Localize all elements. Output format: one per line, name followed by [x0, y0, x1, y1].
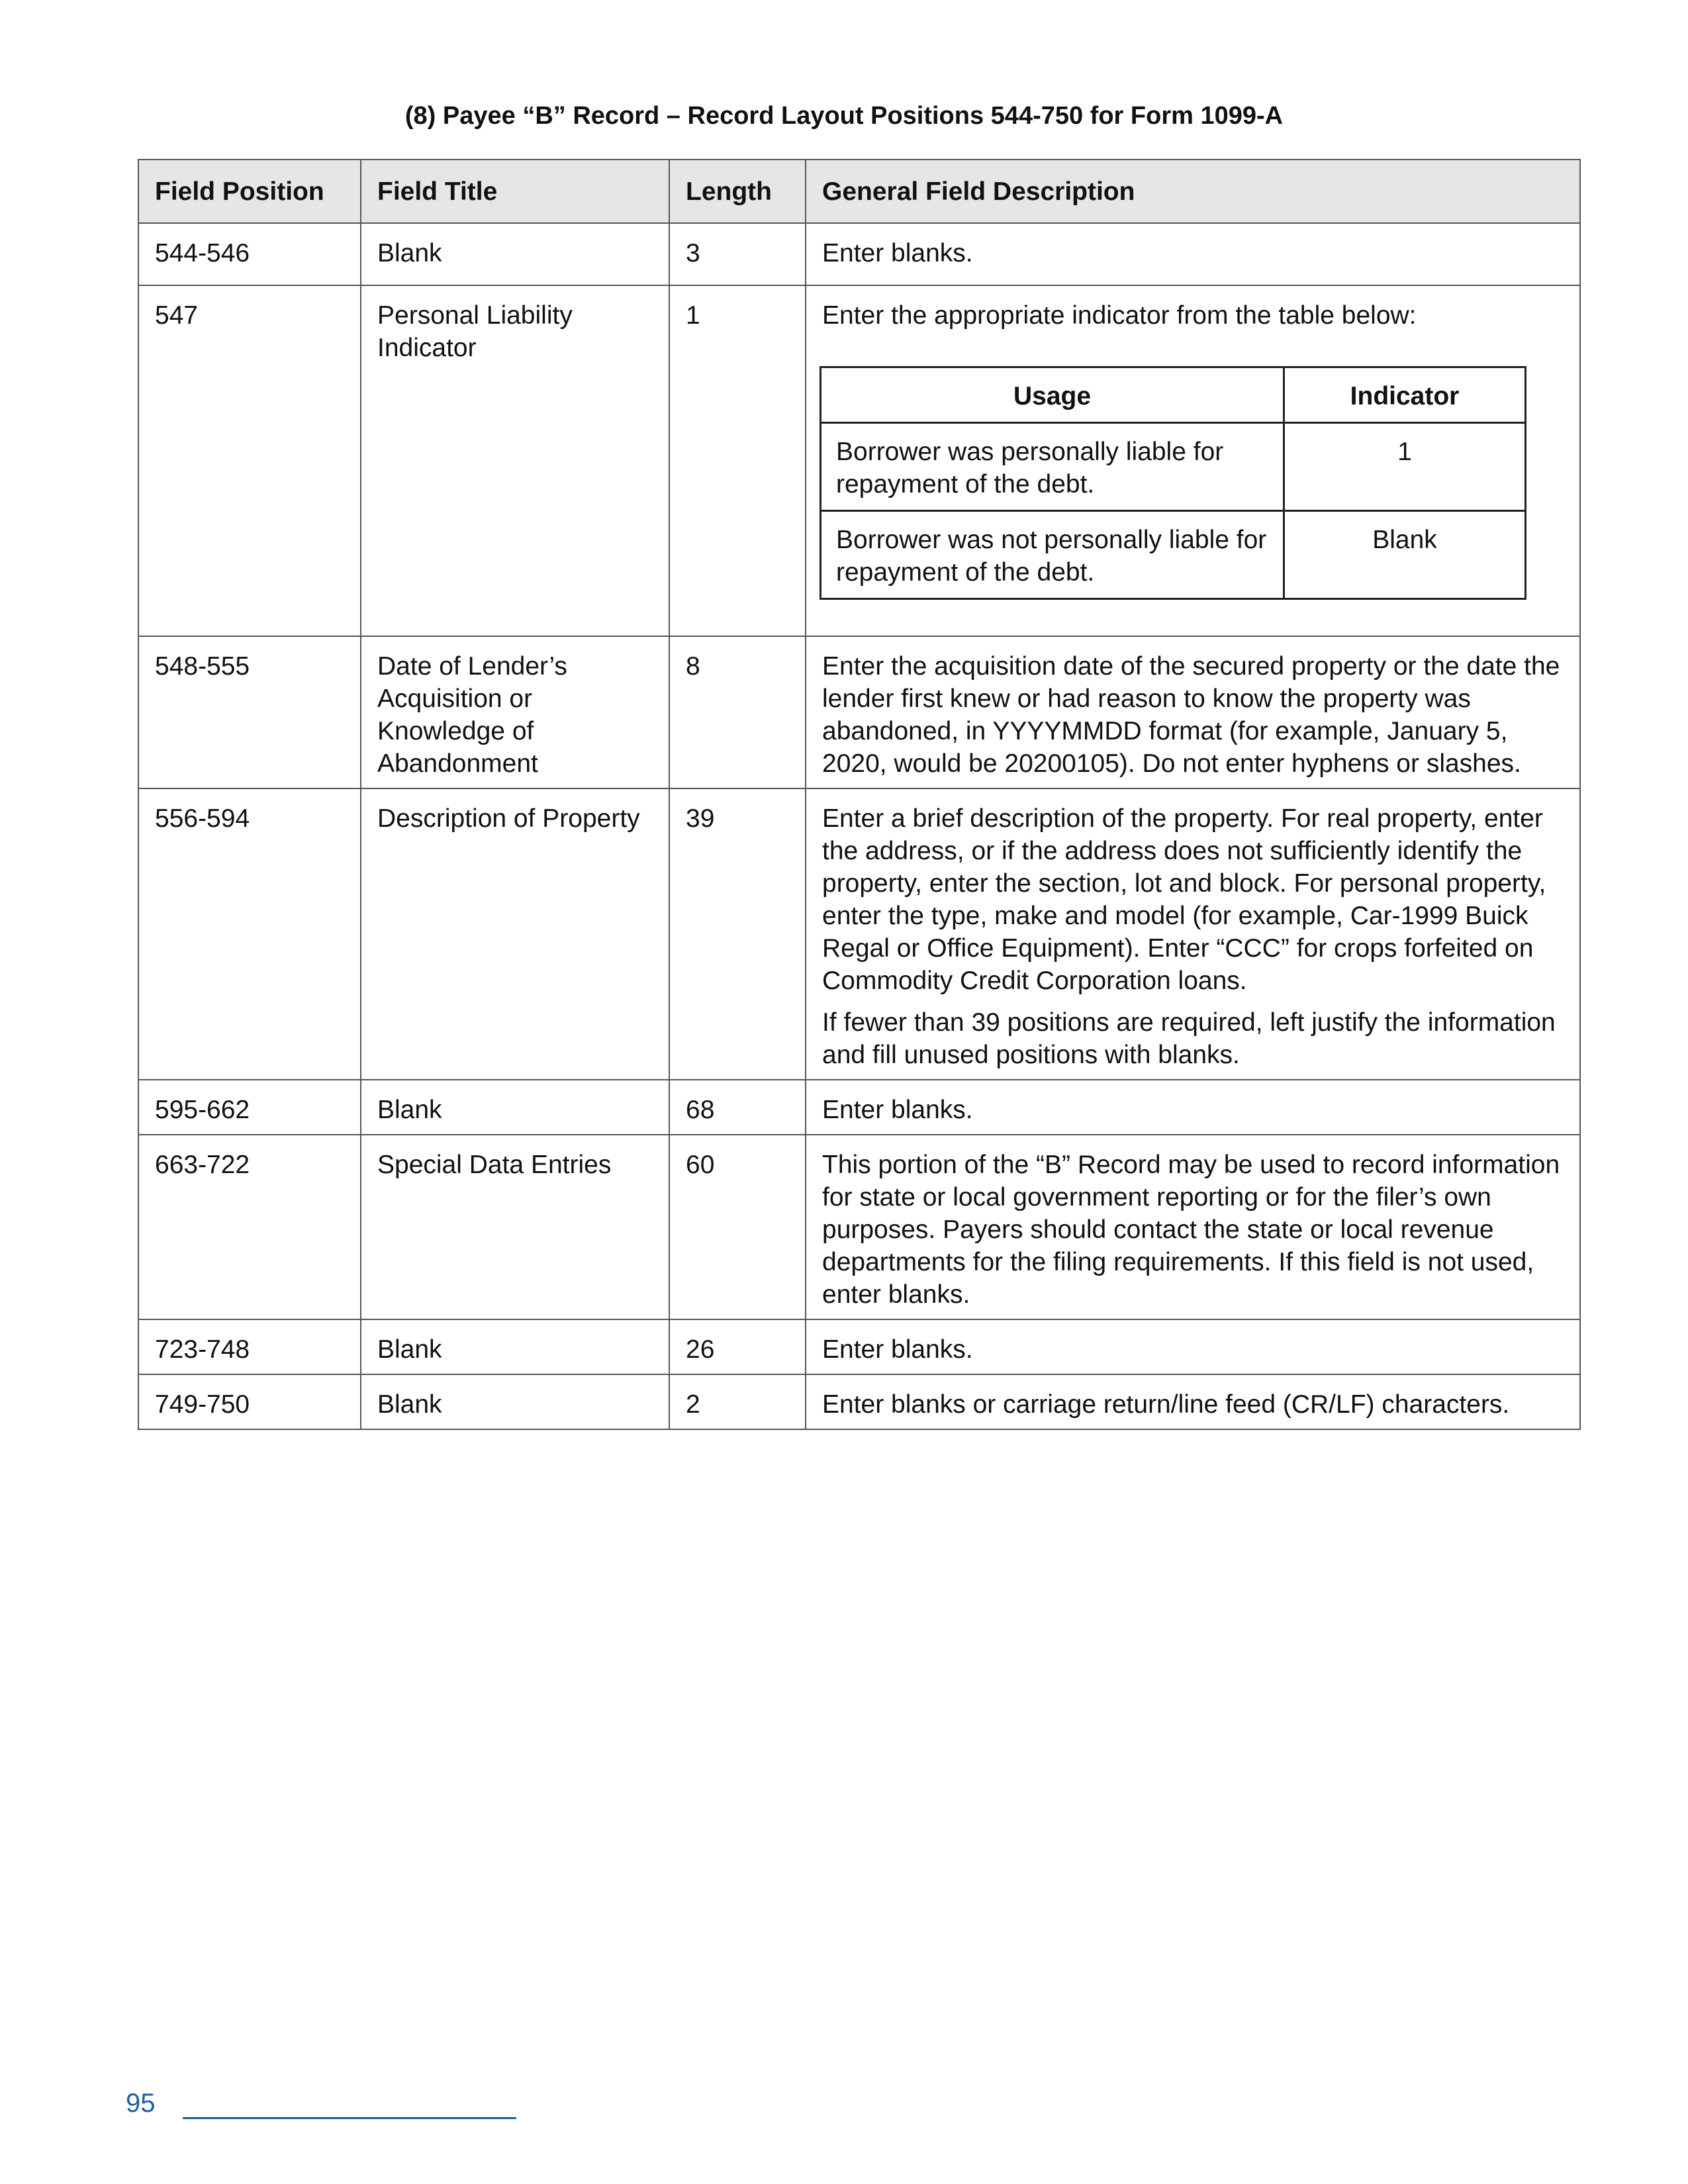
field-title-cell: Blank [361, 223, 669, 285]
record-layout-table [138, 159, 1581, 1430]
description-text: This portion of the “B” Record may be used to record information for state or local government reporting or for the filer’s own purposes. Payers should contact the state or local revenue departments for the filing requirements. If this field is not used, enter blanks. [822, 1151, 1560, 1309]
field-position-cell: 547 [138, 285, 361, 636]
length-cell: 2 [669, 1374, 806, 1429]
footer-rule [183, 2117, 516, 2119]
usage-cell: Borrower was not personally liable for repayment of the debt. [821, 511, 1284, 599]
field-title-cell: Blank [361, 1080, 669, 1135]
description-cell [806, 1319, 1580, 1374]
table-row [138, 223, 1580, 285]
subtable-row [821, 511, 1526, 599]
indicator-cell: Blank [1284, 511, 1526, 599]
indicator-subtable [820, 366, 1526, 600]
table-row [138, 285, 1580, 636]
table-header-row [138, 160, 1580, 223]
length-cell: 26 [669, 1319, 806, 1374]
field-title-cell: Blank [361, 1319, 669, 1374]
header-field-position: Field Position [138, 160, 361, 223]
header-length: Length [669, 160, 806, 223]
page-title: (8) Payee “B” Record – Record Layout Positions 544-750 for Form 1099-A [404, 102, 1284, 130]
indicator-cell: 1 [1284, 423, 1526, 511]
table-row [138, 788, 1580, 1080]
table-row [138, 636, 1580, 788]
description-cell [806, 285, 1580, 636]
length-cell: 68 [669, 1080, 806, 1135]
description-text: Enter the acquisition date of the secured property or the date the lender first knew or had reason to know the property was abandoned, in YYYYMMDD format (for example, January 5, 2020, would be 20200105). Do not enter hyphens or slashes. [822, 652, 1560, 778]
description-cell [806, 1080, 1580, 1135]
description-cell [806, 1374, 1580, 1429]
field-position-cell: 556-594 [138, 788, 361, 1080]
description-text: Enter blanks. [822, 239, 973, 267]
header-general-field-description: General Field Description [806, 160, 1580, 223]
description-cell [806, 788, 1580, 1080]
usage-cell: Borrower was personally liable for repayment of the debt. [821, 423, 1284, 511]
subtable-row [821, 423, 1526, 511]
field-title-cell: Personal Liability Indicator [361, 285, 669, 636]
page-number: 95 [126, 2089, 156, 2118]
field-position-cell: 749-750 [138, 1374, 361, 1429]
description-cell [806, 636, 1580, 788]
description-cell [806, 223, 1580, 285]
field-title-cell: Blank [361, 1374, 669, 1429]
description-text: Enter blanks. [822, 1096, 973, 1124]
length-cell: 3 [669, 223, 806, 285]
length-cell: 60 [669, 1135, 806, 1319]
description-text: Enter the appropriate indicator from the table below: [822, 301, 1417, 330]
description-cell [806, 1135, 1580, 1319]
field-title-cell: Date of Lender’s Acquisition or Knowledge of Abandonment [361, 636, 669, 788]
subtable-header-row [821, 367, 1526, 423]
field-position-cell: 544-546 [138, 223, 361, 285]
table-row [138, 1135, 1580, 1319]
field-position-cell: 663-722 [138, 1135, 361, 1319]
table-row [138, 1319, 1580, 1374]
field-position-cell: 595-662 [138, 1080, 361, 1135]
header-field-title: Field Title [361, 160, 669, 223]
length-cell: 8 [669, 636, 806, 788]
field-title-cell: Description of Property [361, 788, 669, 1080]
field-title-cell: Special Data Entries [361, 1135, 669, 1319]
description-text: Enter blanks or carriage return/line feed (CR/LF) characters. [822, 1390, 1510, 1419]
length-cell: 39 [669, 788, 806, 1080]
field-position-cell: 548-555 [138, 636, 361, 788]
subtable-header-usage: Usage [821, 367, 1284, 423]
field-position-cell: 723-748 [138, 1319, 361, 1374]
description-text: If fewer than 39 positions are required, left justify the information and fill unused positions with blanks. [822, 1008, 1556, 1069]
description-text: Enter a brief description of the property. For real property, enter the address, or if the address does not sufficiently identify the property, enter the section, lot and block. For personal property, enter the type, make and model (for example, Car-1999 Buick Regal or Office Equipment). Enter “CCC” for crops forfeited on Commodity Credit Corporation loans. [822, 804, 1546, 995]
description-text: Enter blanks. [822, 1335, 973, 1364]
table-row [138, 1080, 1580, 1135]
length-cell: 1 [669, 285, 806, 636]
subtable-header-indicator: Indicator [1284, 367, 1526, 423]
table-row [138, 1374, 1580, 1429]
